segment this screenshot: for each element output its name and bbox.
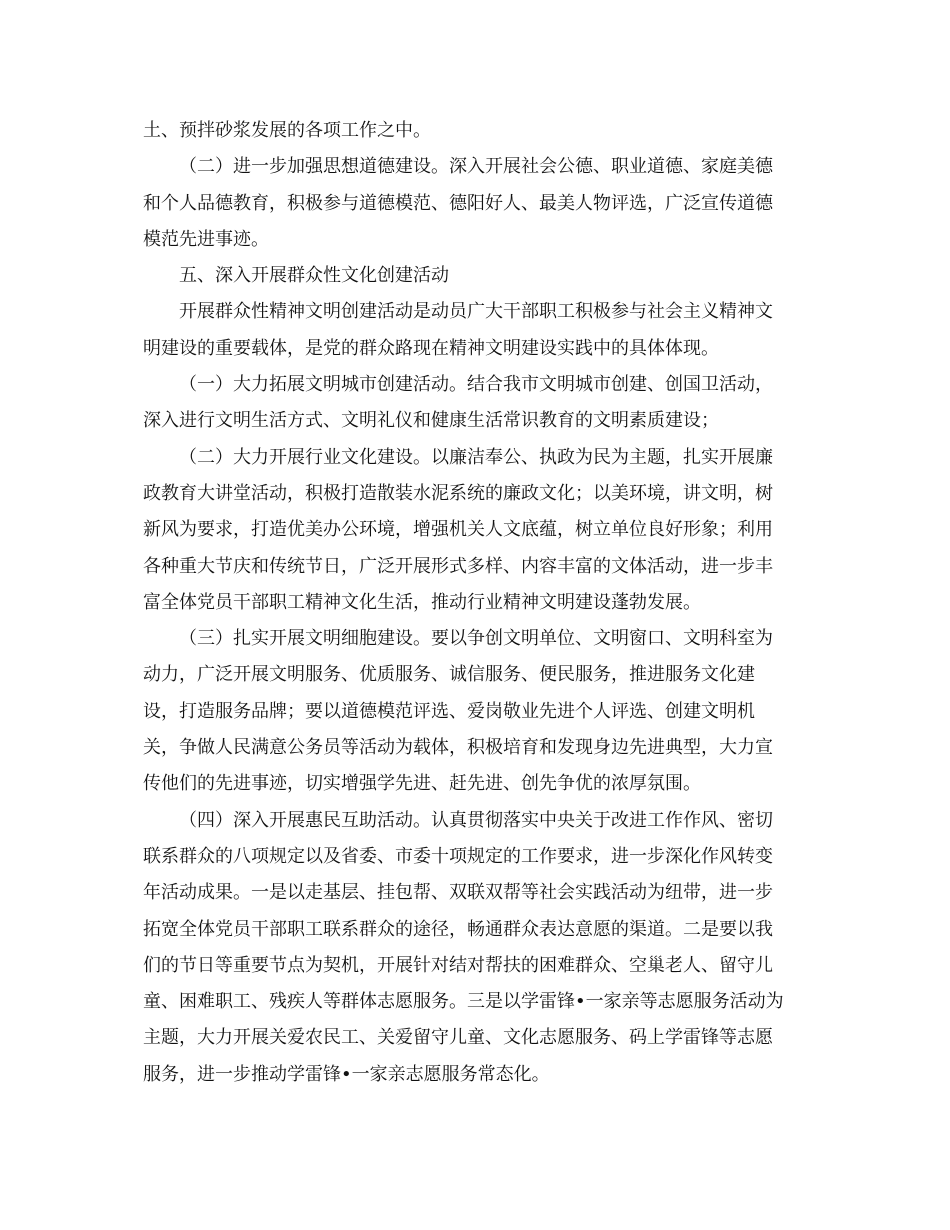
paragraph-item-four: （四）深入开展惠民互助活动。认真贯彻落实中央关于改进工作作风、密切 联系群众的八项规定以及省委、市委十项规定的工作要求，进一步深化作风转变 年活动成果。一是以走基层、挂包帮、双联双帮等社会实践活动为纽带，进一步 拓宽全体党员干部职工联系群众的途径，畅通群众表达意愿的渠道。二是要以我 们的节日等重要节点为契机，开展针对结对帮扶的困难群众、空巢老人、留守儿 童、困难职工、残疾人等群体志愿服务。三是以学雷锋•一家亲等志愿服务活动为 主题，大力开展关爱农民工、关爱留守儿童、文化志愿服务、码上学雷锋等志愿 服务，进一步推动学雷锋•一家亲志愿服务常态化。: [143, 809, 784, 1085]
paragraph-item-two: （二）大力开展行业文化建设。以廉洁奉公、执政为民为主题，扎实开展廉 政教育大讲堂活动，积极打造散装水泥系统的廉政文化；以美环境，讲文明，树 新风为要求，打造优美办公环境，增强机关人文底蕴，树立单位良好形象；利用 各种重大节庆和传统节日，广泛开展形式多样、内容丰富的文体活动，进一步丰 富全体党员干部职工精神文化生活，推动行业精神文明建设蓬勃发展。: [143, 446, 773, 613]
paragraph-moral-construction: （二）进一步加强思想道德建设。深入开展社会公德、职业道德、家庭美德 和个人品德教育，积极参与道德模范、德阳好人、最美人物评选，广泛宣传道德 模范先进事迹。: [143, 156, 773, 250]
paragraph-continuation: 土、预拌砂浆发展的各项工作之中。: [143, 120, 431, 141]
paragraph-intro: 开展群众性精神文明创建活动是动员广大干部职工积极参与社会主义精神文 明建设的重要载体，是党的群众路现在精神文明建设实践中的具体体现。: [143, 301, 773, 359]
paragraph-item-three: （三）扎实开展文明细胞建设。要以争创文明单位、文明窗口、文明科室为 动力，广泛开展文明服务、优质服务、诚信服务、便民服务，推进服务文化建 设，打造服务品牌；要以道德模范评选、爱岗敬业先进个人评选、创建文明机 关，争做人民满意公务员等活动为载体，积极培育和发现身边先进典型，大力宣 传他们的先进事迹，切实增强学先进、赶先进、创先争优的浓厚氛围。: [143, 628, 773, 795]
document-body: [143, 113, 809, 1093]
section-heading-five: 五、深入开展群众性文化创建活动: [179, 265, 449, 287]
paragraph-item-one: （一）大力拓展文明城市创建活动。结合我市文明城市创建、创国卫活动， 深入进行文明生活方式、文明礼仪和健康生活常识教育的文明素质建设；: [143, 374, 773, 432]
